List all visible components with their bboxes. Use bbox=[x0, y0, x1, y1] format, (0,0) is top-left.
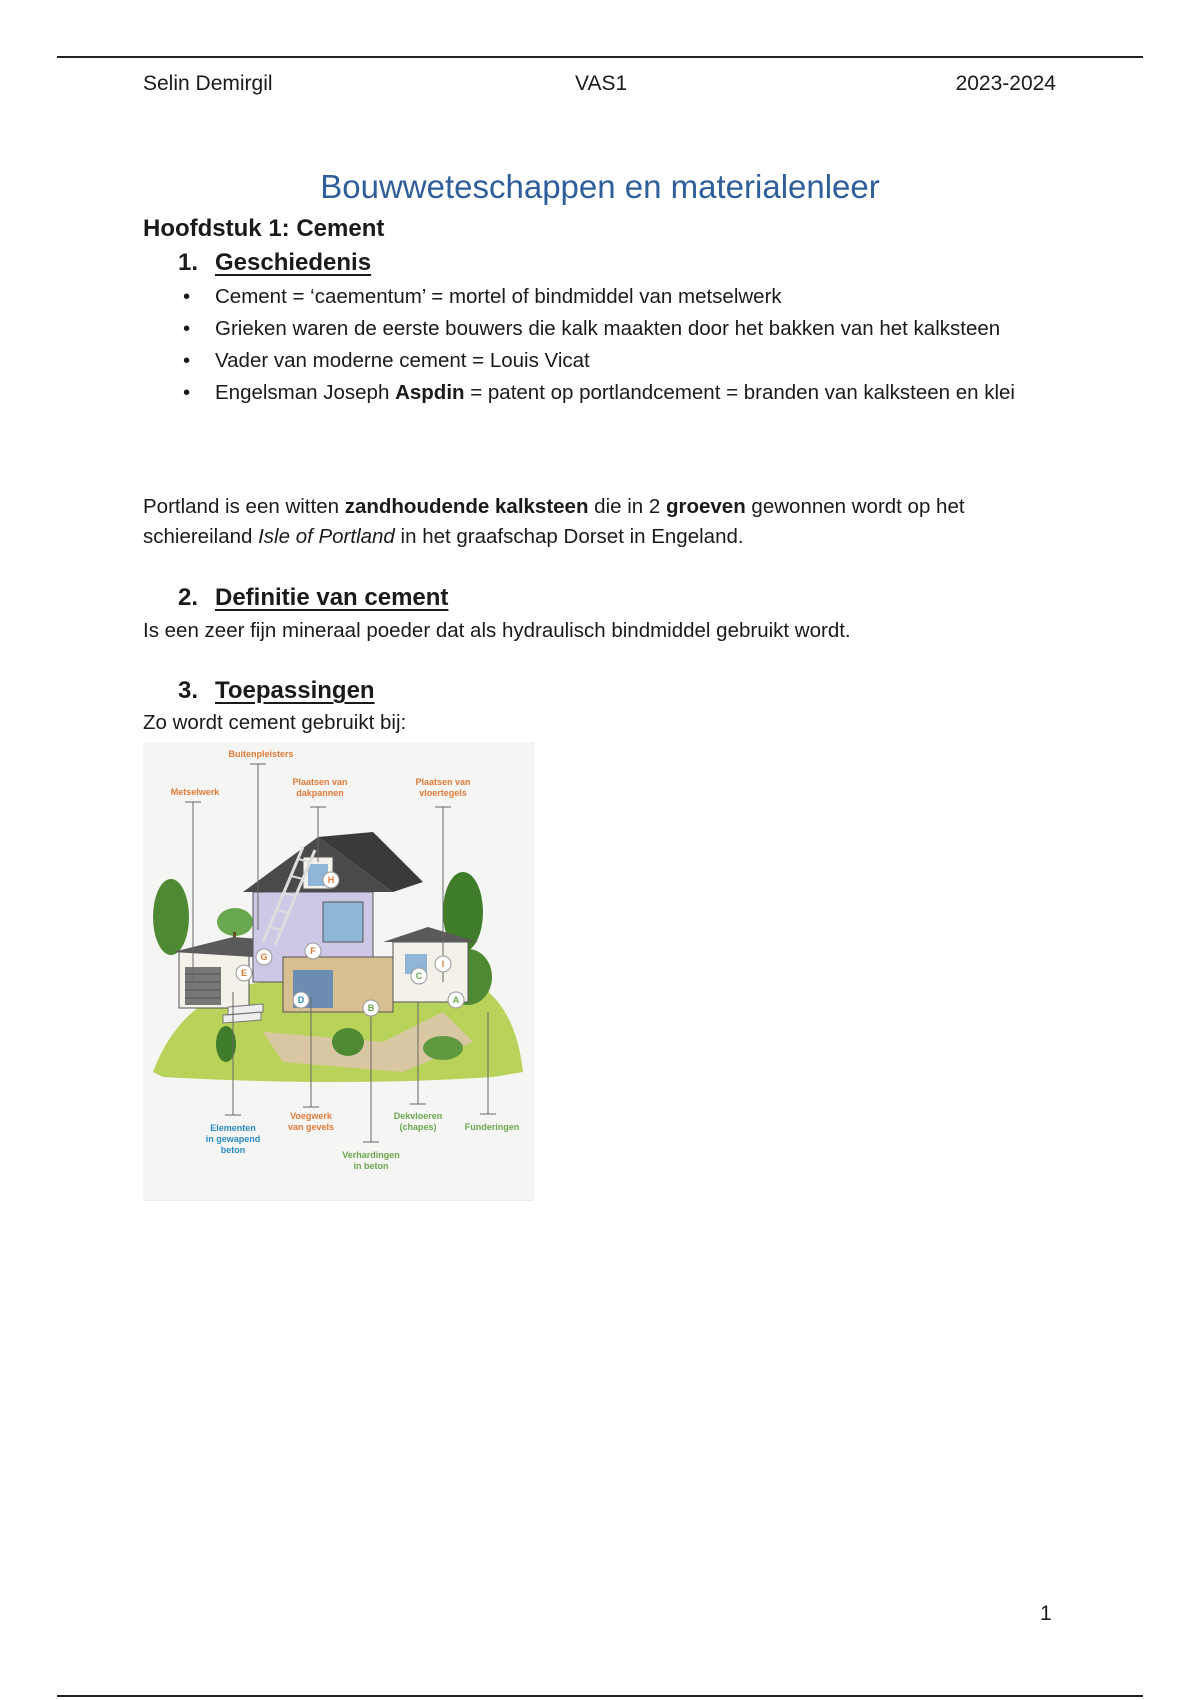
marker-f-label: F bbox=[310, 946, 316, 956]
section-number: 1. bbox=[178, 249, 199, 276]
definition-text: Is een zeer fijn mineraal poeder dat als hydraulisch bindmiddel gebruikt wordt. bbox=[143, 619, 851, 642]
label-buitenpleisters: Buitenpleisters bbox=[228, 749, 294, 759]
page-header bbox=[143, 72, 1056, 102]
text-run: Portland is een witten bbox=[143, 495, 345, 518]
marker-c-label: C bbox=[415, 971, 423, 981]
label-dakpannen-line2: dakpannen bbox=[296, 788, 344, 798]
bullet-text: Grieken waren de eerste bouwers die kalk maakten door het bakken van het kalksteen bbox=[215, 317, 1001, 340]
label-vloertegels-line1: Plaatsen van bbox=[415, 777, 471, 787]
label-voegwerk-line1: Voegwerk bbox=[290, 1111, 332, 1121]
bush bbox=[332, 1028, 364, 1056]
list-item bbox=[180, 282, 1040, 311]
label-voegwerk-line2: van gevels bbox=[287, 1122, 335, 1132]
text-run-bold: zandhoudende kalksteen bbox=[344, 495, 589, 518]
label-funderingen: Funderingen bbox=[464, 1122, 520, 1132]
tree-left bbox=[153, 879, 189, 955]
text-run-bold: groeven bbox=[665, 495, 746, 518]
section-number: 2. bbox=[178, 584, 199, 611]
header-year: 2023-2024 bbox=[955, 72, 1056, 95]
section-title: Geschiedenis bbox=[215, 249, 372, 276]
marker-b-label: B bbox=[367, 1003, 375, 1013]
bullet-marker: • bbox=[183, 349, 191, 372]
label-dekvloeren-line1: Dekvloeren bbox=[393, 1111, 443, 1121]
list-item bbox=[180, 378, 1040, 407]
marker-i-label: I bbox=[441, 959, 445, 969]
garage-door bbox=[185, 967, 221, 1005]
label-verhardingen-line1: Verhardingen bbox=[342, 1150, 400, 1160]
label-metselwerk: Metselwerk bbox=[170, 787, 220, 797]
bullet-marker: • bbox=[183, 317, 191, 340]
label-vloertegels-line2: vloertegels bbox=[419, 788, 467, 798]
list-item bbox=[180, 346, 1040, 375]
marker-h-label: H bbox=[327, 875, 335, 885]
text-run: die in 2 bbox=[588, 495, 666, 518]
upper-window bbox=[323, 902, 363, 942]
steps bbox=[223, 1004, 263, 1023]
text-run: in het graafschap Dorset in Engeland. bbox=[394, 525, 744, 548]
portland-paragraph bbox=[143, 492, 1063, 552]
bullet-text-bold: Aspdin bbox=[395, 381, 465, 404]
bullet-text: Cement = ‘caementum’ = mortel of bindmiddel van metselwerk bbox=[215, 285, 782, 308]
marker-a-label: A bbox=[452, 995, 460, 1005]
bullet-marker: • bbox=[183, 381, 191, 404]
bush bbox=[423, 1036, 463, 1060]
text-run-italic: Isle of Portland bbox=[258, 525, 395, 548]
applications-intro: Zo wordt cement gebruikt bij: bbox=[143, 711, 407, 734]
house-illustration-svg bbox=[143, 742, 533, 1200]
section-heading-definition bbox=[178, 584, 448, 612]
footer-rule bbox=[57, 1695, 1143, 1697]
label-elementen-line1: Elementen bbox=[210, 1123, 256, 1133]
label-verhardingen-line2: in beton bbox=[353, 1161, 389, 1171]
bullet-text-pre: Engelsman Joseph bbox=[215, 381, 396, 404]
house-illustration bbox=[143, 742, 534, 1201]
label-elementen-line2: in gewapend bbox=[205, 1134, 261, 1144]
section-heading-history bbox=[178, 249, 371, 277]
text-run: gewonnen wordt op het schiereiland bbox=[143, 495, 965, 548]
section-title: Definitie van cement bbox=[215, 584, 449, 611]
bullet-text: Vader van moderne cement = Louis Vicat bbox=[215, 349, 590, 372]
bullet-text-post: = patent op portlandcement = branden van kalksteen en klei bbox=[464, 381, 1015, 404]
section-title: Toepassingen bbox=[215, 677, 375, 704]
marker-g-label: G bbox=[260, 952, 268, 962]
header-course: VAS1 bbox=[575, 72, 628, 95]
document-title: Bouwweteschappen en materialenleer bbox=[320, 168, 880, 205]
label-dakpannen-line1: Plaatsen van bbox=[292, 777, 348, 787]
page-number: 1 bbox=[1040, 1602, 1052, 1625]
list-item bbox=[180, 314, 1040, 343]
section-heading-applications bbox=[178, 677, 375, 705]
label-dekvloeren-line2: (chapes) bbox=[399, 1122, 437, 1132]
marker-e-label: E bbox=[240, 968, 248, 978]
tree-small bbox=[217, 908, 253, 936]
chapter-heading: Hoofdstuk 1: Cement bbox=[143, 215, 385, 242]
history-bullet-list bbox=[180, 282, 1040, 410]
label-elementen-line3: beton bbox=[220, 1145, 246, 1155]
header-rule bbox=[57, 56, 1143, 58]
section-number: 3. bbox=[178, 677, 199, 704]
marker-d-label: D bbox=[297, 995, 305, 1005]
header-author: Selin Demirgil bbox=[143, 72, 273, 95]
bullet-marker: • bbox=[183, 285, 191, 308]
